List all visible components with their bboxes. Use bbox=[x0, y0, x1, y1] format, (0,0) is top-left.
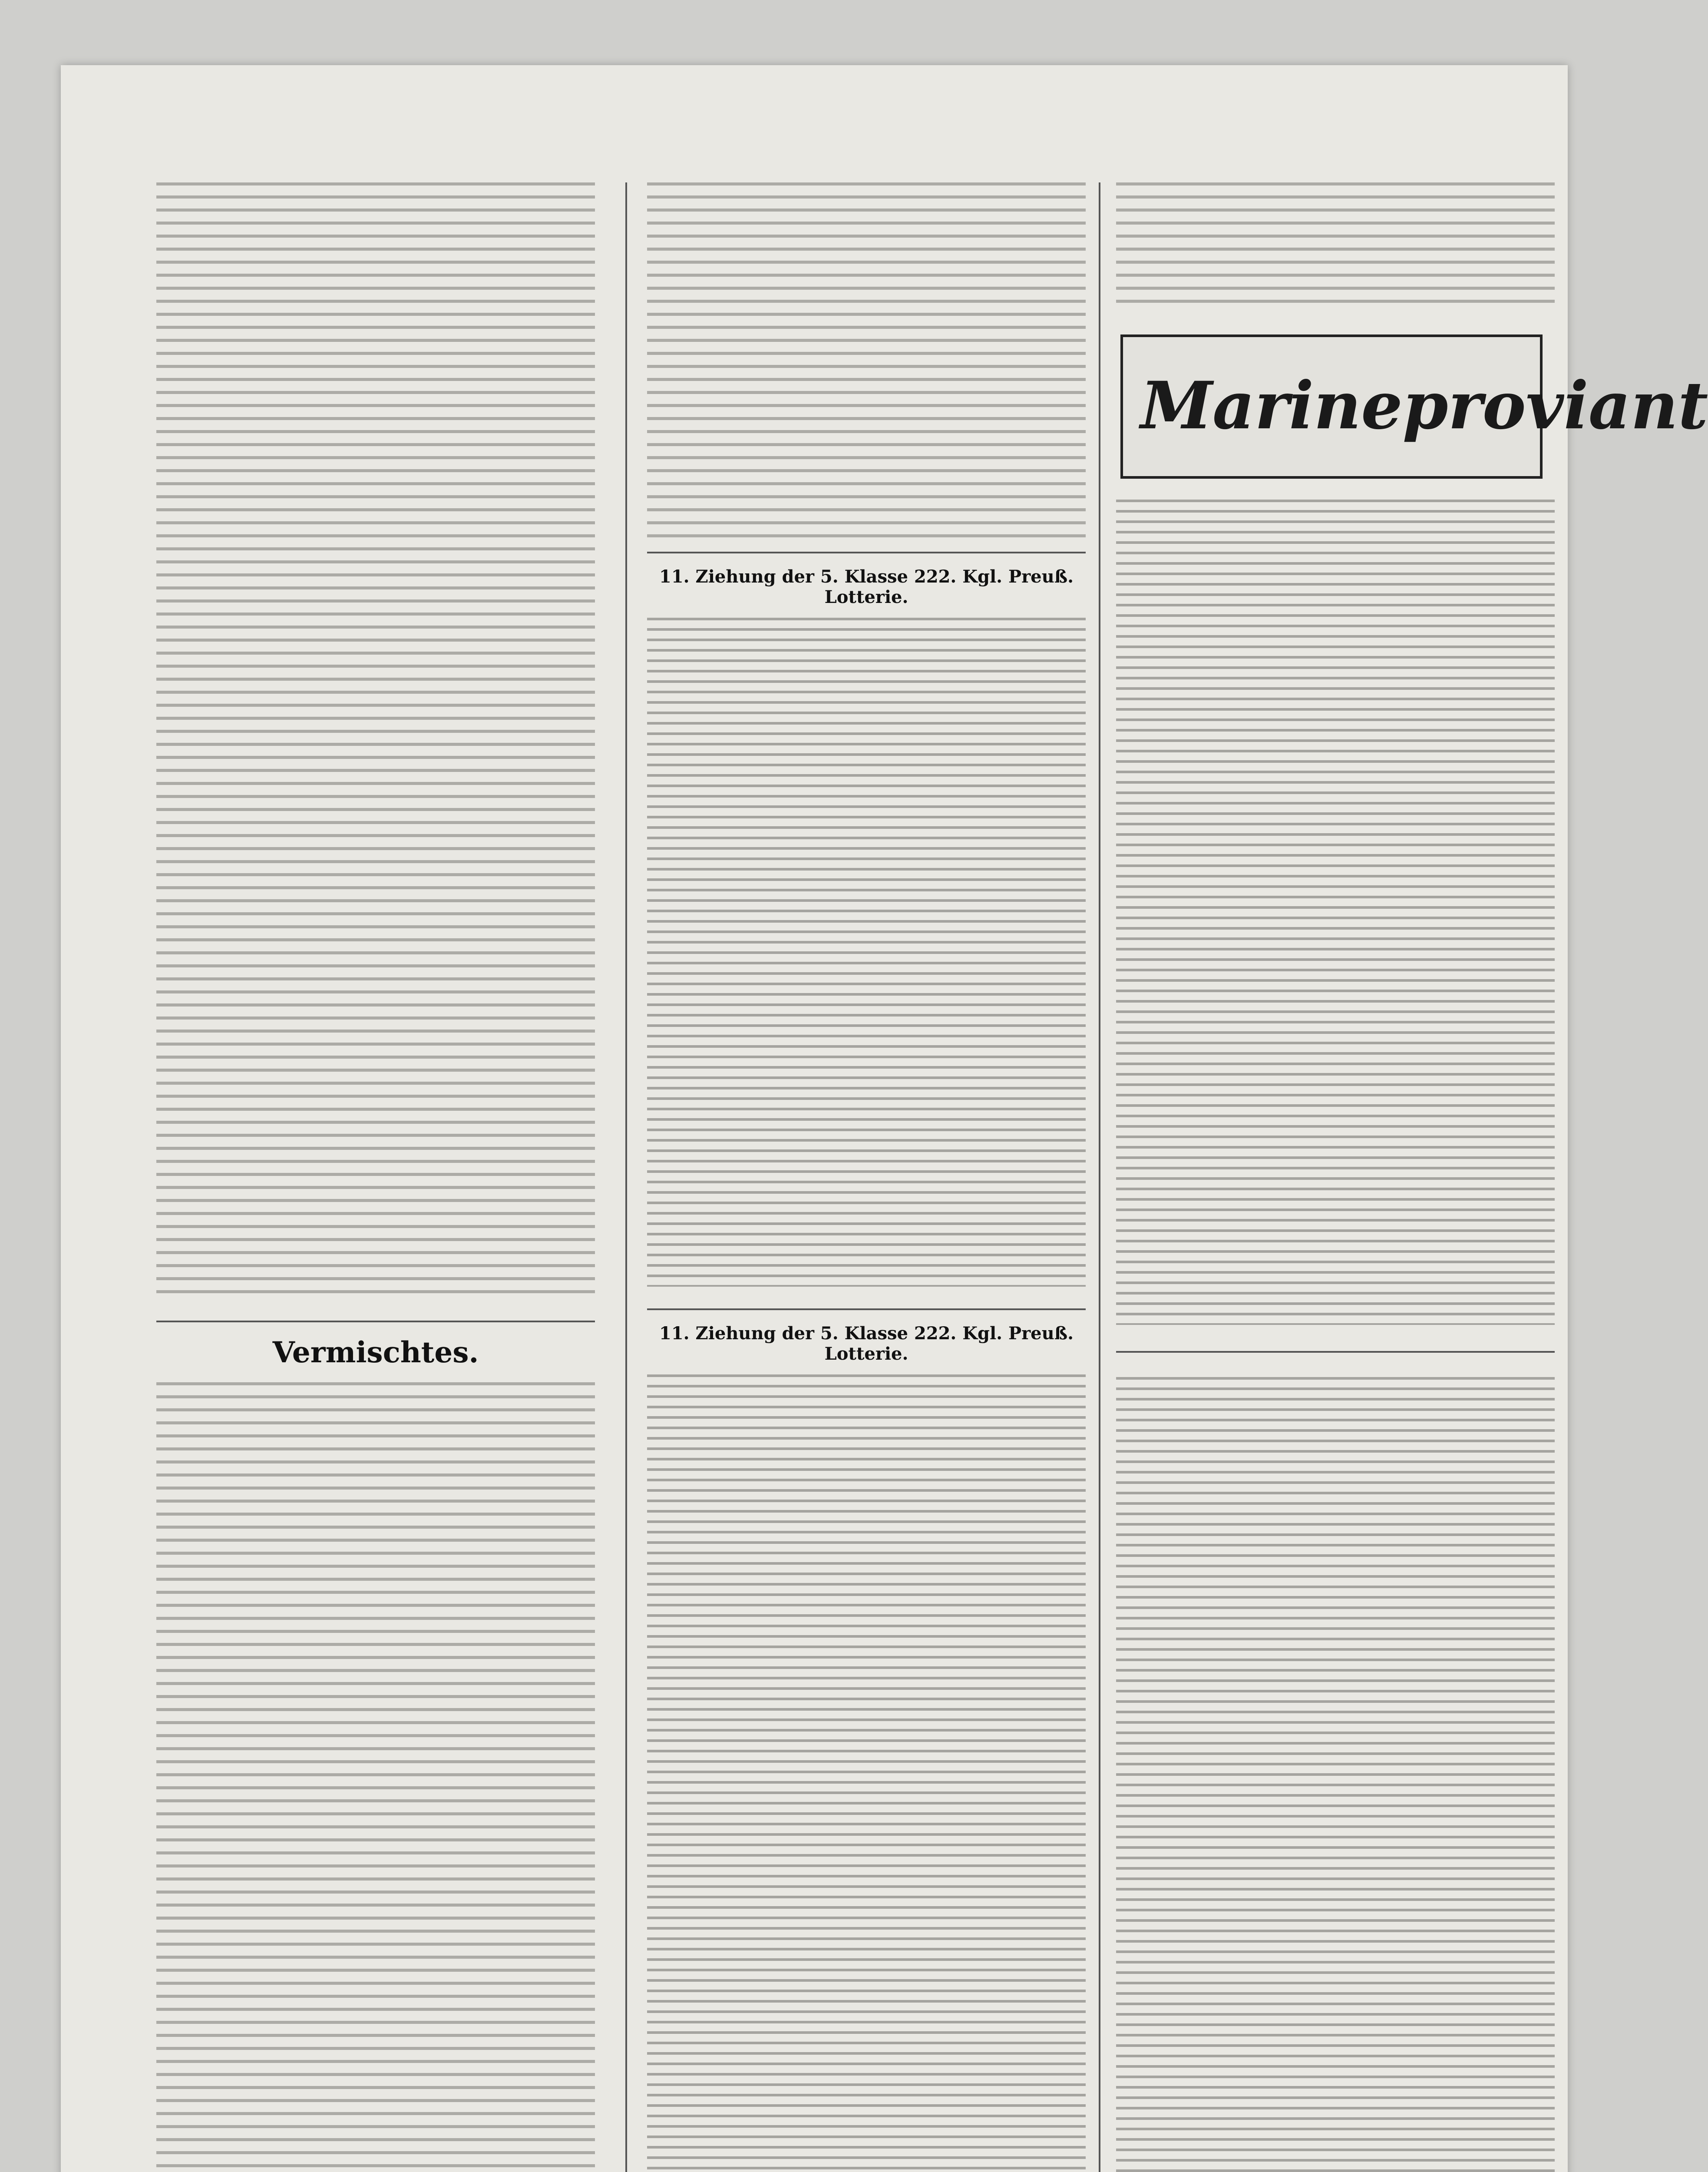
advertisement-title: Marineproviant bbox=[1140, 368, 1708, 444]
middle-column bbox=[647, 182, 1086, 2172]
article-text bbox=[647, 182, 1086, 539]
left-column bbox=[156, 182, 595, 2172]
newspaper-page bbox=[61, 65, 1708, 2172]
section-divider bbox=[1116, 1351, 1555, 1353]
lottery-numbers bbox=[647, 618, 1086, 1287]
marineproviant-advertisement bbox=[1120, 334, 1708, 479]
column-rule bbox=[1099, 182, 1100, 2172]
lottery-numbers bbox=[1116, 1377, 1555, 2172]
section-divider bbox=[647, 1308, 1086, 1310]
lottery-numbers bbox=[647, 1374, 1086, 2172]
article-text bbox=[156, 1382, 595, 2172]
section-divider bbox=[647, 552, 1086, 553]
lottery-heading: 11. Ziehung der 5. Klasse 222. Kgl. Preuß. Lotterie. bbox=[659, 566, 1074, 607]
section-heading: Vermischtes. bbox=[272, 1335, 479, 1369]
section-divider bbox=[156, 1321, 595, 1322]
article-text bbox=[1116, 182, 1555, 304]
column-rule bbox=[625, 182, 627, 2172]
article-text bbox=[156, 182, 595, 1303]
lottery-numbers bbox=[1116, 500, 1555, 1325]
lottery-heading: 11. Ziehung der 5. Klasse 222. Kgl. Preuß. Lotterie. bbox=[659, 1323, 1074, 1364]
right-column bbox=[1116, 182, 1555, 304]
